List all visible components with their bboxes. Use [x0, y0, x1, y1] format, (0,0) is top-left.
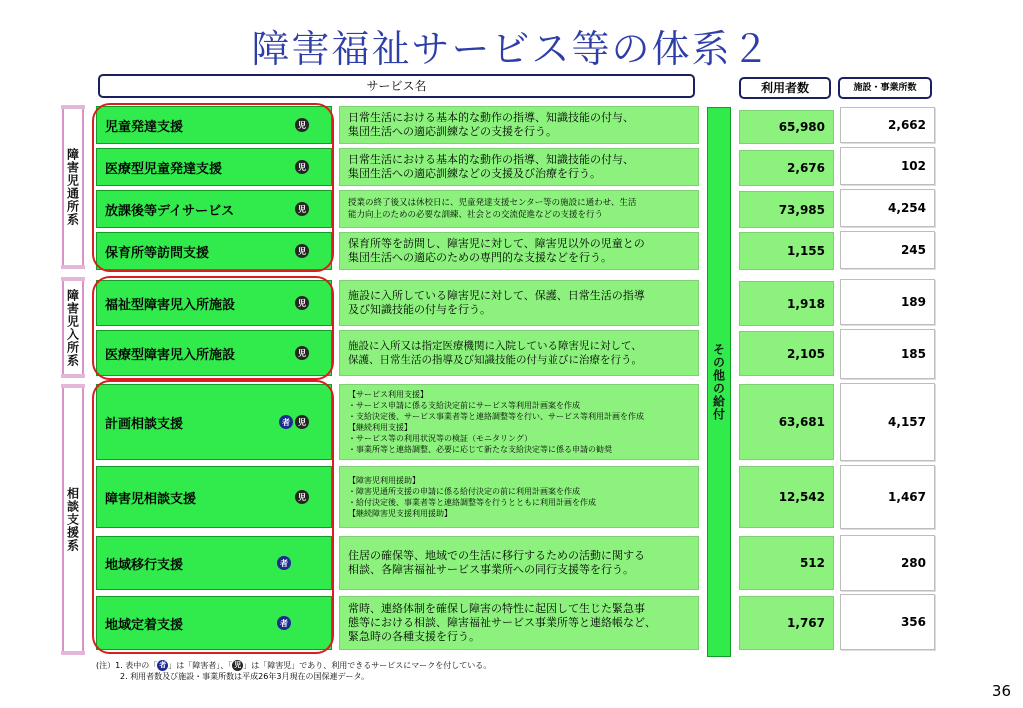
- description-line: ・支給決定後、サービス事業者等と連絡調整等を行い、サービス等利用計画を作成: [348, 412, 644, 421]
- bracket-top: [61, 105, 85, 109]
- description-line: 【サービス利用支援】: [348, 390, 428, 399]
- service-description: [339, 106, 699, 144]
- description-line: 【継続障害児支援利用援助】: [348, 509, 452, 518]
- facility-count: 189: [840, 279, 935, 325]
- category-tsusho-label: 障害児通所系: [65, 148, 80, 226]
- child-mark-icon: 児: [295, 118, 309, 132]
- users-header-label: 利用者数: [760, 81, 809, 95]
- description-line: 能力向上のための必要な訓練、社会との交流促進などの支援を行う: [348, 210, 604, 220]
- child-mark-icon: 児: [295, 296, 309, 310]
- child-mark-icon: 児: [295, 160, 309, 174]
- facility-count: 245: [840, 231, 935, 269]
- description-line: 施設に入所又は指定医療機関に入院している障害児に対して、: [348, 340, 642, 352]
- user-count: 12,542: [739, 466, 834, 528]
- facility-count: 102: [840, 147, 935, 185]
- description-line: 緊急時の各種支援を行う。: [348, 630, 480, 643]
- bracket-top: [61, 277, 85, 281]
- facility-count: 1,467: [840, 465, 935, 529]
- group-outline-nyusho: [92, 276, 334, 380]
- adult-mark-icon: 者: [277, 556, 291, 570]
- description-line: 集団生活への適応訓練などの支援を行う。: [348, 125, 557, 138]
- description-line: 集団生活への適応のための専門的な支援などを行う。: [348, 251, 612, 264]
- service-description: [339, 148, 699, 186]
- description-line: 集団生活への適応訓練などの支援及び治療を行う。: [348, 167, 601, 180]
- service-name: 保育所等訪問支援: [105, 245, 210, 261]
- category-nyusho: [62, 279, 84, 376]
- service-name: 障害児相談支援: [105, 491, 197, 507]
- user-count: 1,767: [739, 596, 834, 650]
- description-line: 保護、日常生活の指導及び知識技能の付与並びに治療を行う。: [348, 354, 642, 366]
- service-name: 福祉型障害児入所施設: [105, 297, 236, 313]
- adult-mark-icon: 者: [279, 415, 293, 429]
- service-name: 医療型障害児入所施設: [105, 347, 236, 363]
- user-count: 2,105: [739, 331, 834, 376]
- bracket-bottom: [61, 374, 85, 378]
- user-count: 2,676: [739, 150, 834, 186]
- category-sodan-label: 相談支援系: [65, 487, 80, 552]
- bracket-bottom: [61, 651, 85, 655]
- description-line: ・サービス申請に係る支給決定前にサービス等利用計画案を作成: [348, 401, 580, 410]
- footnotes: [96, 660, 491, 682]
- service-name: 計画相談支援: [105, 416, 184, 432]
- service-description: [339, 330, 699, 376]
- service-name-header-label: サービス名: [366, 79, 427, 93]
- description-line: 施設に入所している障害児に対して、保護、日常生活の指導: [348, 289, 645, 302]
- category-sodan: [62, 386, 84, 653]
- category-tsusho: [62, 107, 84, 267]
- other-benefits-bar: [707, 107, 731, 657]
- users-header: [739, 77, 831, 99]
- service-name: 放課後等デイサービス: [105, 203, 235, 219]
- description-line: ・障害児通所支援の申請に係る給付決定の前に利用計画案を作成: [348, 487, 580, 496]
- child-mark-icon: 児: [295, 415, 309, 429]
- service-description: [339, 536, 699, 590]
- service-name: 地域移行支援: [105, 557, 184, 573]
- service-name: 児童発達支援: [105, 119, 184, 135]
- description-line: 日常生活における基本的な動作の指導、知識技能の付与、: [348, 153, 634, 166]
- facility-count: 280: [840, 535, 935, 591]
- facility-count: 185: [840, 329, 935, 379]
- adult-mark-icon: 者: [159, 661, 167, 669]
- user-count: 1,155: [739, 232, 834, 270]
- footnote-2: 2. 利用者数及び施設・事業所数は平成26年3月現在の国保連データ。: [120, 672, 369, 681]
- user-count: 73,985: [739, 191, 834, 228]
- service-description: [339, 280, 699, 326]
- child-mark-icon: 児: [295, 346, 309, 360]
- facility-count: 4,254: [840, 189, 935, 227]
- description-line: ・給付決定後、事業者等と連絡調整等を行うとともに利用計画を作成: [348, 498, 596, 507]
- facilities-header-label: 施設・事業所数: [853, 83, 917, 93]
- facility-count: 356: [840, 594, 935, 650]
- child-mark-icon: 児: [295, 244, 309, 258]
- service-name: 地域定着支援: [105, 617, 184, 633]
- description-line: 住居の確保等、地域での生活に移行するための活動に関する: [348, 549, 645, 562]
- child-mark-icon: 児: [234, 661, 242, 669]
- description-line: ・サービス等の利用状況等の検証（モニタリング）: [348, 434, 533, 443]
- description-line: 常時、連絡体制を確保し障害の特性に起因して生じた緊急事: [348, 602, 645, 615]
- description-line: 【障害児利用援助】: [348, 476, 420, 485]
- group-outline-tsusho: [92, 103, 334, 272]
- description-line: 保育所等を訪問し、障害児に対して、障害児以外の児童との: [348, 237, 645, 250]
- description-line: 及び知識技能の付与を行う。: [348, 303, 491, 316]
- service-description: [339, 466, 699, 528]
- child-mark-icon: 児: [295, 490, 309, 504]
- category-nyusho-label: 障害児入所系: [65, 288, 80, 367]
- page-number: 36: [991, 682, 1011, 700]
- page-title: 障害福祉サービス等の体系２: [251, 27, 772, 71]
- bracket-bottom: [61, 265, 85, 269]
- facility-count: 4,157: [840, 383, 935, 461]
- description-line: 日常生活における基本的な動作の指導、知識技能の付与、: [348, 111, 634, 124]
- description-line: 授業の終了後又は休校日に、児童発達支援センター等の施設に通わせ、生活: [348, 198, 637, 208]
- footnote-text: (注）1. 表中の「: [96, 661, 158, 670]
- group-outline-sodan: [92, 380, 334, 654]
- footnote-text: 」は「障害児」であり、利用できるサービスにマークを付している。: [243, 661, 492, 670]
- service-name: 医療型児童発達支援: [105, 161, 223, 177]
- user-count: 63,681: [739, 384, 834, 460]
- user-count: 512: [739, 536, 834, 590]
- description-line: 相談、各障害福祉サービス事業所への同行支援等を行う。: [348, 563, 634, 576]
- description-line: 【継続利用支援】: [348, 423, 412, 432]
- facility-count: 2,662: [840, 107, 935, 143]
- service-description: [339, 596, 699, 650]
- user-count: 1,918: [739, 281, 834, 326]
- adult-mark-icon: 者: [277, 616, 291, 630]
- footnote-text: 」は「障害者」、「: [168, 661, 233, 670]
- user-count: 65,980: [739, 110, 834, 144]
- bracket-top: [61, 384, 85, 388]
- child-mark-icon: 児: [295, 202, 309, 216]
- description-line: ・事業所等と連絡調整、必要に応じて新たな支給決定等に係る申請の勧奨: [348, 445, 612, 454]
- footnote-1: [96, 660, 491, 671]
- service-description: [339, 384, 699, 460]
- other-benefits-label: その他の給付: [711, 343, 726, 421]
- service-name-header: [98, 74, 695, 98]
- service-description: [339, 190, 699, 228]
- service-description: [339, 232, 699, 270]
- description-line: 態等における相談、障害福祉サービス事業所等と連絡帳など、: [348, 616, 656, 629]
- facilities-header: [838, 77, 932, 99]
